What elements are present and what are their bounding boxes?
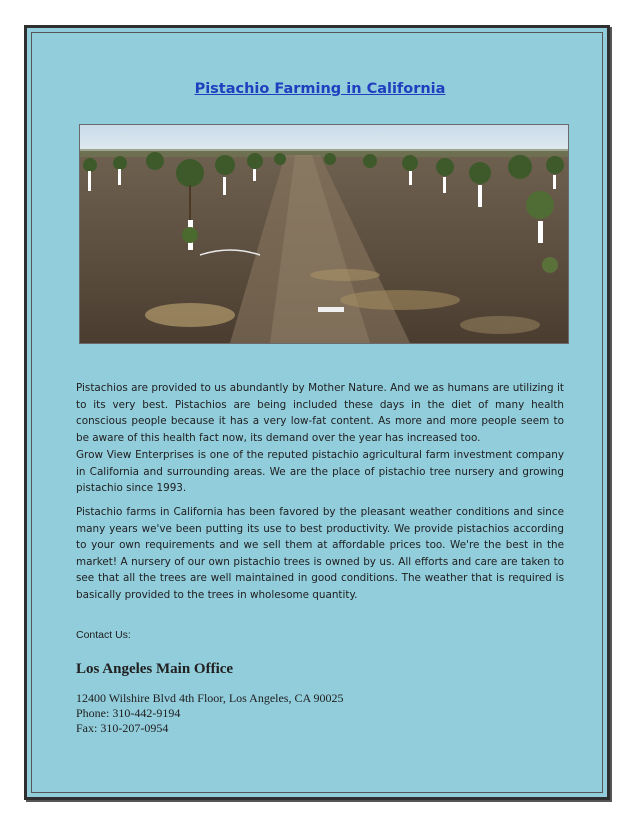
paragraph-1: Pistachios are provided to us abundantly by Mother Nature. And we as humans are utilizing it to its very best. Pistachios are being included these days in the diet of many health conscious people because it has a very low-fat content. As more and more people seem to be aware of this health fact now, its demand over the year has increased too. — [76, 382, 564, 444]
contact-label: Contact Us: — [76, 629, 131, 641]
paragraph-2: Grow View Enterprises is one of the reputed pistachio agricultural farm investment company in California and surrounding areas. We are the place of pistachio tree nursery and growing pistachio since 1993. — [76, 449, 564, 495]
orchard-photo — [79, 124, 569, 344]
office-phone: Phone: 310-442-9194 — [76, 706, 181, 720]
document-page — [24, 25, 610, 800]
paragraph-3: Pistachio farms in California has been favored by the pleasant weather conditions and since many years we've been putting its use to best productivity. We provide pistachios according to your own requirements and we sell them at affordable prices too. We're the best in the market! A nursery of our own pistachio trees is owned by us. All efforts and care are taken to see that all the trees are well maintained in good conditions. The weather that is required is basically provided to the trees in wholesome quantity. — [76, 506, 564, 601]
office-heading: Los Angeles Main Office — [76, 661, 234, 677]
office-fax: Fax: 310-207-0954 — [76, 721, 169, 735]
office-address: 12400 Wilshire Blvd 4th Floor, Los Angeles, CA 90025 — [76, 691, 344, 705]
page-title: Pistachio Farming in California — [194, 81, 446, 97]
